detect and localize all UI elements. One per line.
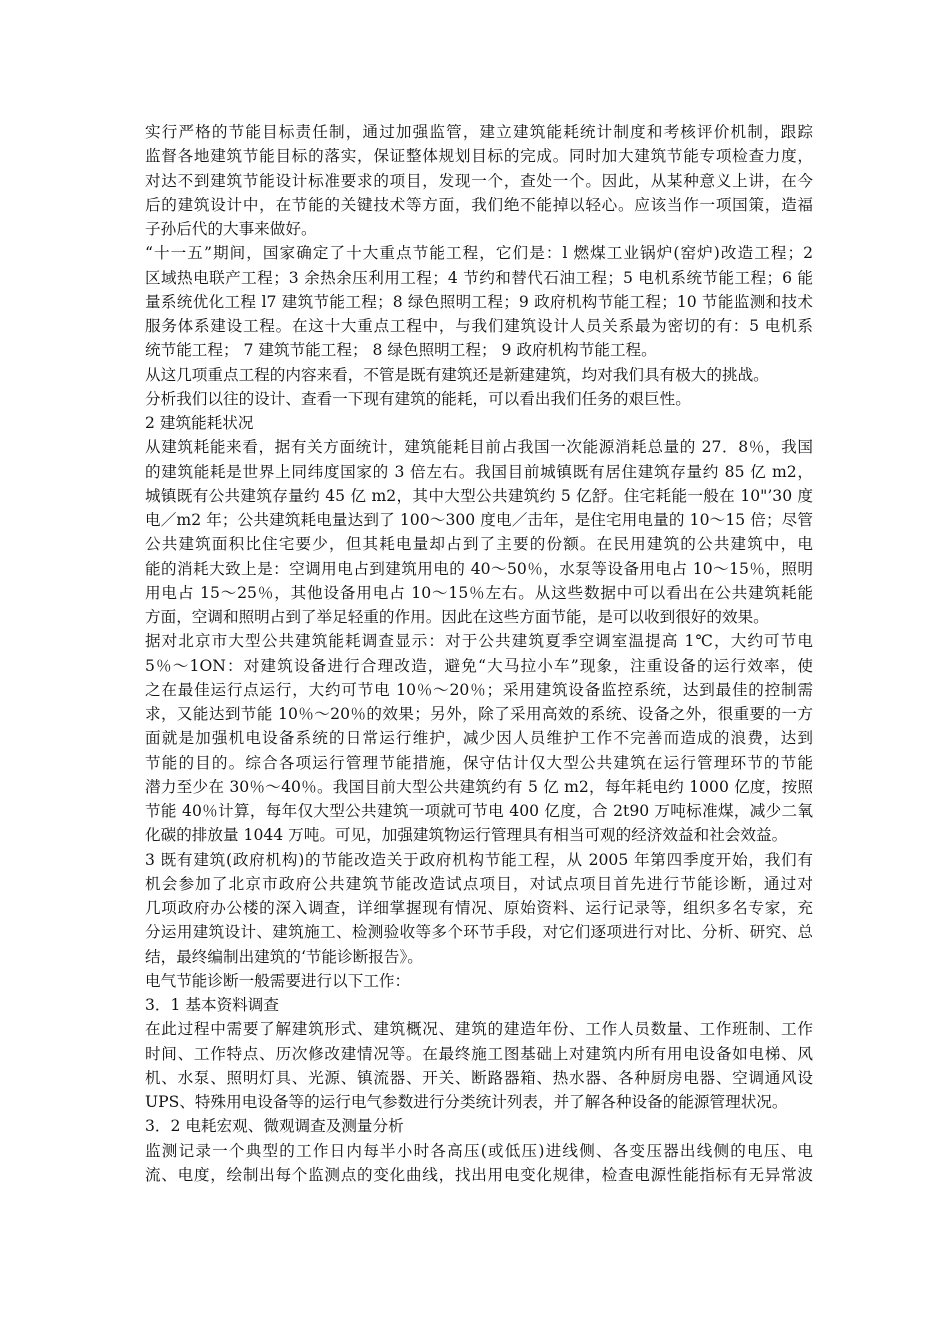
text-line: 面就是加强机电设备系统的日常运行维护，减少因人员维护工作不完善而造成的浪费，达到 (145, 729, 813, 748)
text-line: 节能的目的。综合各项运行管理节能措施，保守估计仅大型公共建筑在运行管理环节的节能 (145, 753, 813, 772)
text-line: 几项政府办公楼的深入调查，详细掌握现有情况、原始资料、运行记录等，组织多名专家，充 (145, 899, 813, 917)
text-line: 能的消耗大致上是：空调用电占到建筑用电的 40～50％，水泵等设备用电占 10～15％，照明 (145, 559, 813, 578)
text-line: 区域热电联产工程；3 余热余压利用工程；4 节约和替代石油工程；5 电机系统节能工程；6 能 (145, 268, 813, 287)
text-line: 监测记录一个典型的工作日内每半小时各高压(或低压)进线侧、各变压器出线侧的电压、电 (145, 1141, 813, 1160)
text-line: 电／m2 年；公共建筑耗电量达到了 100～300 度电／击年，是住宅用电量的 10～15 倍；尽管 (145, 511, 813, 529)
text-line: 用电占 15～25％，其他设备用电占 10～15％左右。从这些数据中可以看出在公共建筑耗能 (145, 583, 813, 602)
text-line: 公共建筑面积比住宅要少，但其耗电量却占到了主要的份额。在民用建筑的公共建筑中，电 (145, 535, 813, 554)
section-heading: 3．1 基本资料调查 (145, 996, 279, 1014)
text-line: 城镇既有公共建筑存量约 45 亿 m2，其中大型公共建筑约 5 亿舒。住宅耗能一般在 10"’30 度 (145, 486, 813, 505)
text-line: 3 既有建筑(政府机构)的节能改造关于政府机构节能工程，从 2005 年第四季度开始，我们有 (145, 850, 813, 869)
text-line: 电气节能诊断一般需要进行以下工作： (145, 971, 411, 990)
text-line: 分析我们以往的设计、查看一下现有建筑的能耗，可以看出我们任务的艰巨性。 (145, 389, 691, 408)
text-line: “十一五”期间，国家确定了十大重点节能工程，它们是：l 燃煤工业锅炉(窑炉)改造工程；2 (145, 244, 813, 263)
text-line: 监督各地建筑节能目标的落实，保证整体规划目标的完成。同时加大建筑节能专项检查力度， (145, 147, 813, 166)
text-line: 从这几项重点工程的内容来看，不管是既有建筑还是新建建筑，均对我们具有极大的挑战。 (145, 365, 769, 384)
text-line: 分运用建筑设计、建筑施工、检测验收等多个环节手段，对它们逐项进行对比、分析、研究、总 (145, 923, 813, 942)
text-line: 据对北京市大型公共建筑能耗调查显示：对于公共建筑夏季空调室温提高 1℃，大约可节电 (145, 632, 813, 651)
text-line: 机会参加了北京市政府公共建筑节能改造试点项目，对试点项目首先进行节能诊断，通过对 (145, 874, 813, 893)
text-line: 结，最终编制出建筑的‘节能诊断报告》。 (145, 947, 423, 966)
text-line: 对达不到建筑节能设计标准要求的项目，发现一个，查处一个。因此，从某种意义上讲，在今 (145, 171, 813, 190)
text-line: 服务体系建设工程。在这十大重点工程中，与我们建筑设计人员关系最为密切的有：5 电机系 (145, 317, 813, 335)
text-line: 潜力至少在 30％～40％。我国目前大型公共建筑约有 5 亿 m2，每年耗电约 1000 亿度，按照 (145, 777, 813, 796)
text-line: 子孙后代的大事来做好。 (145, 220, 317, 238)
text-line: 之在最佳运行点运行，大约可节电 10％～20％；采用建筑设备监控系统，达到最佳的控制需 (145, 680, 813, 699)
text-line: 化碳的排放量 1044 万吨。可见，加强建筑物运行管理具有相当可观的经济效益和社会效益。 (145, 826, 788, 845)
text-line: 5％～1ON：对建筑设备进行合理改造，避免“大马拉小车”现象，注重设备的运行效率，使 (145, 656, 813, 675)
text-line: 流、电度，绘制出每个监测点的变化曲线，找出用电变化规律，检查电源性能指标有无异常波 (145, 1165, 813, 1184)
text-line: 实行严格的节能目标责任制，通过加强监管，建立建筑能耗统计制度和考核评价机制，跟踪 (145, 123, 813, 141)
text-line: 在此过程中需要了解建筑形式、建筑概况、建筑的建造年份、工作人员数量、工作班制、工作 (145, 1020, 813, 1039)
document-body (145, 120, 813, 1187)
text-line: 方面，空调和照明占到了举足轻重的作用。因此在这些方面节能，是可以收到很好的效果。 (145, 608, 769, 626)
text-line: 量系统优化工程 l7 建筑节能工程；8 绿色照明工程；9 政府机构节能工程；10 节能监测和技术 (145, 292, 813, 311)
text-line: 从建筑耗能来看，据有关方面统计，建筑能耗目前占我国一次能源消耗总量的 27．8％，我国 (145, 438, 813, 457)
text-line: 机、水泵、照明灯具、光源、镇流器、开关、断路器箱、热水器、各种厨房电器、空调通风设 (145, 1068, 813, 1087)
text-line: 的建筑能耗是世界上同纬度国家的 3 倍左右。我国目前城镇既有居住建筑存量约 85 亿 m2， (145, 462, 813, 481)
text-line: 后的建筑设计中，在节能的关键技术等方面，我们绝不能掉以轻心。应该当作一项国策，造福 (145, 195, 813, 214)
text-line: UPS、特殊用电设备等的运行电气参数进行分类统计列表，并了解各种设备的能源管理状况。 (145, 1093, 788, 1111)
text-line: 统节能工程； 7 建筑节能工程； 8 绿色照明工程； 9 政府机构节能工程。 (145, 341, 657, 360)
section-heading: 2 建筑能耗状况 (145, 414, 254, 432)
text-line: 节能 40％计算，每年仅大型公共建筑一项就可节电 400 亿度，合 2t90 万吨标准煤，减少二氧 (145, 802, 813, 820)
section-heading: 3．2 电耗宏观、微观调查及测量分析 (145, 1117, 404, 1136)
text-line: 时间、工作特点、历次修改建情况等。在最终施工图基础上对建筑内所有用电设备如电梯、风 (145, 1044, 813, 1063)
text-line: 求，又能达到节能 10％～20％的效果；另外，除了采用高效的系统、设备之外，很重要的一方 (145, 705, 813, 723)
